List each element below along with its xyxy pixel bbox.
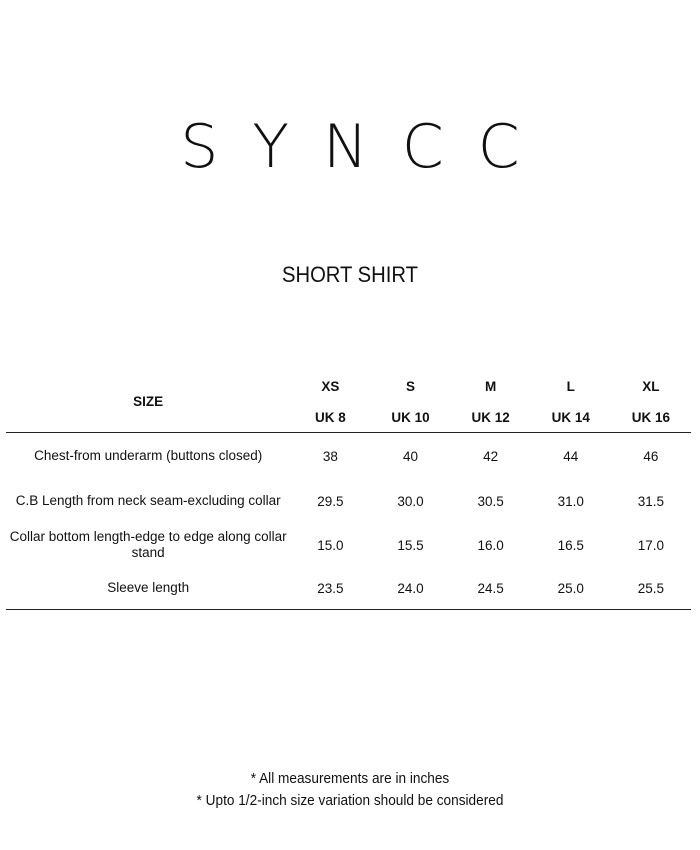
measurement-value: 29.5 <box>317 493 344 509</box>
uk-size: UK 8 <box>290 402 370 433</box>
size-chart-table <box>6 370 691 610</box>
measurement-value: 44 <box>563 448 579 464</box>
size-letter: XS <box>321 378 340 394</box>
product-title: SHORT SHIRT <box>281 262 419 287</box>
measurement-label: Chest-from underarm (buttons closed) <box>34 448 263 463</box>
table-row <box>6 433 691 480</box>
size-letter-row <box>6 370 691 402</box>
uk-size: UK 12 <box>451 402 531 433</box>
measurement-label: C.B Length from neck seam-excluding collar <box>15 493 281 508</box>
measurement-value: 15.0 <box>317 537 344 553</box>
measurement-value: 16.0 <box>477 537 504 553</box>
footnote-units: * All measurements are in inches <box>250 771 450 787</box>
size-header: SIZE <box>6 370 290 433</box>
measurement-value: 16.5 <box>557 537 584 553</box>
table-row <box>6 567 691 610</box>
measurement-value: 17.0 <box>637 537 665 553</box>
measurement-value: 24.5 <box>451 567 531 610</box>
measurement-value: 40 <box>403 448 419 464</box>
table-row <box>6 523 691 567</box>
footnotes <box>21 768 679 812</box>
table-row <box>6 479 691 523</box>
measurement-value: 31.0 <box>557 493 584 509</box>
uk-size: UK 10 <box>370 402 450 433</box>
measurement-value: 23.5 <box>290 567 370 610</box>
measurement-value: 25.0 <box>531 567 611 610</box>
measurement-value: 31.5 <box>637 493 665 509</box>
uk-size: UK 14 <box>531 402 611 433</box>
uk-size: UK 16 <box>611 402 691 433</box>
brand-logo: SYNCC <box>180 112 554 182</box>
measurement-label: Collar bottom length-edge to edge along collar stand <box>9 529 287 560</box>
measurement-value: 15.5 <box>397 537 424 553</box>
size-letter: XL <box>642 378 660 394</box>
measurement-value: 38 <box>322 448 338 464</box>
measurement-value: 30.0 <box>397 493 424 509</box>
measurement-label: Sleeve length <box>6 567 290 610</box>
measurement-value: 24.0 <box>370 567 450 610</box>
measurement-value: 42 <box>483 448 499 464</box>
measurement-value: 46 <box>643 448 659 464</box>
measurement-value: 25.5 <box>611 567 691 610</box>
footnote-variation: * Upto 1/2-inch size variation should be considered <box>196 793 504 809</box>
size-letter: M <box>485 378 497 394</box>
measurement-value: 30.5 <box>477 493 504 509</box>
size-letter: S <box>406 378 416 394</box>
size-letter: L <box>566 378 575 394</box>
